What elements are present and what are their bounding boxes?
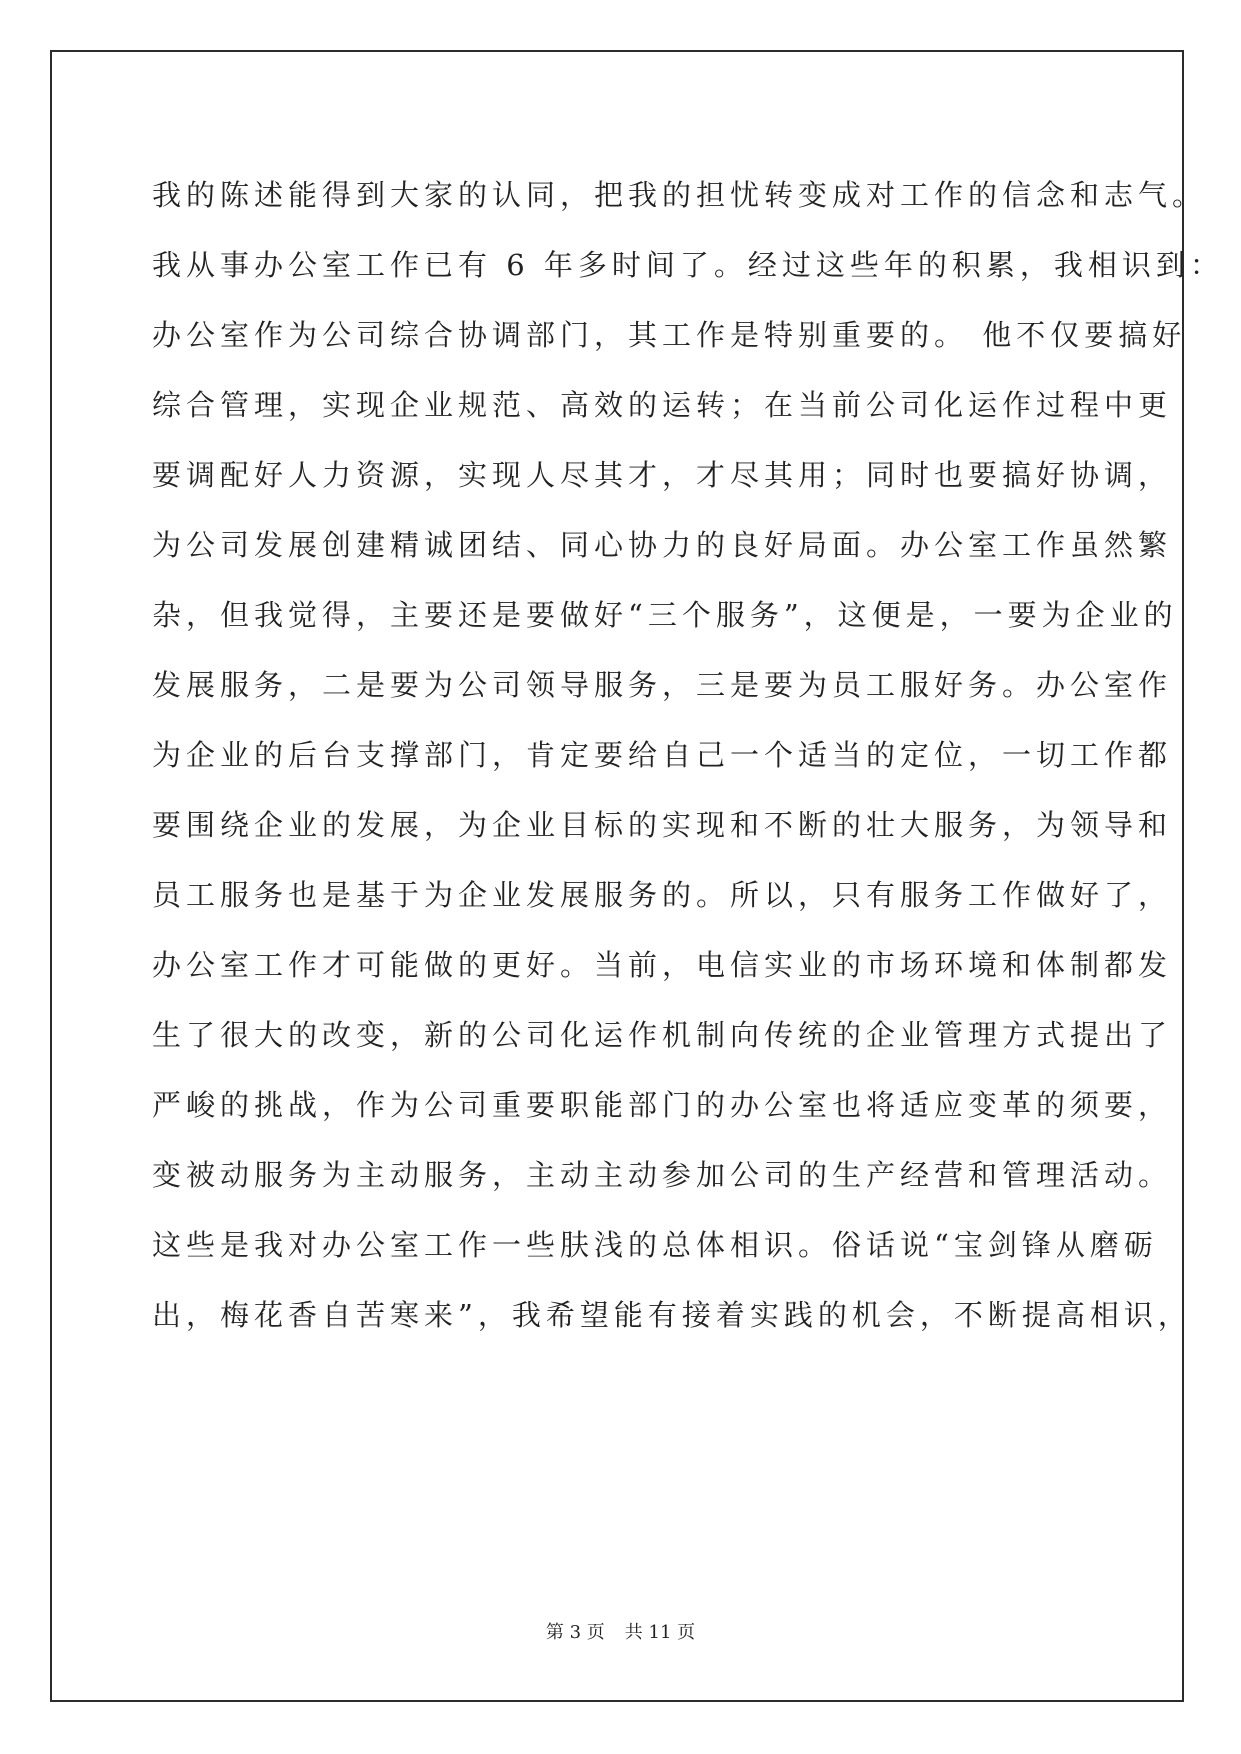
page-footer (0, 1618, 1241, 1644)
text-line: 为公司发展创建精诚团结、同心协力的良好局面。办公室工作虽然繁 (152, 528, 1173, 562)
text-line: 办公室工作才可能做的更好。当前，电信实业的市场环境和体制都发 (152, 948, 1173, 982)
text-line: 综合管理，实现企业规范、高效的运转；在当前公司化运作过程中更 (152, 388, 1173, 422)
text-line: 生了很大的改变，新的公司化运作机制向传统的企业管理方式提出了 (152, 1018, 1173, 1052)
text-line: 我的陈述能得到大家的认同，把我的担忧转变成对工作的信念和志气。 (152, 178, 1207, 212)
text-line: 要调配好人力资源，实现人尽其才，才尽其用；同时也要搞好协调， (152, 458, 1173, 492)
text-line: 变被动服务为主动服务，主动主动参加公司的生产经营和管理活动。 (152, 1158, 1173, 1192)
text-line: 员工服务也是基于为企业发展服务的。所以，只有服务工作做好了， (152, 878, 1173, 912)
text-line: 为企业的后台支撑部门，肯定要给自己一个适当的定位，一切工作都 (152, 738, 1173, 772)
text-line: 这些是我对办公室工作一些肤浅的总体相识。俗话说“宝剑锋从磨砺 (152, 1228, 1158, 1262)
text-line: 办公室作为公司综合协调部门，其工作是特别重要的。 他不仅要搞好 (152, 318, 1187, 352)
text-line: 要围绕企业的发展，为企业目标的实现和不断的壮大服务，为领导和 (152, 808, 1173, 842)
text-line: 我从事办公室工作已有 6 年多时间了。经过这些年的积累，我相识到： (152, 248, 1224, 282)
body-text (152, 160, 1224, 1350)
text-line: 严峻的挑战，作为公司重要职能部门的办公室也将适应变革的须要， (152, 1088, 1173, 1122)
page-number-current: 第 3 页 (545, 1622, 605, 1643)
page-number-total: 共 11 页 (624, 1622, 696, 1643)
text-line: 杂，但我觉得，主要还是要做好“三个服务”，这便是，一要为企业的 (152, 598, 1178, 632)
text-line: 发展服务，二是要为公司领导服务，三是要为员工服好务。办公室作 (152, 668, 1173, 702)
text-line: 出，梅花香自苦寒来”，我希望能有接着实践的机会，不断提高相识， (152, 1298, 1192, 1332)
